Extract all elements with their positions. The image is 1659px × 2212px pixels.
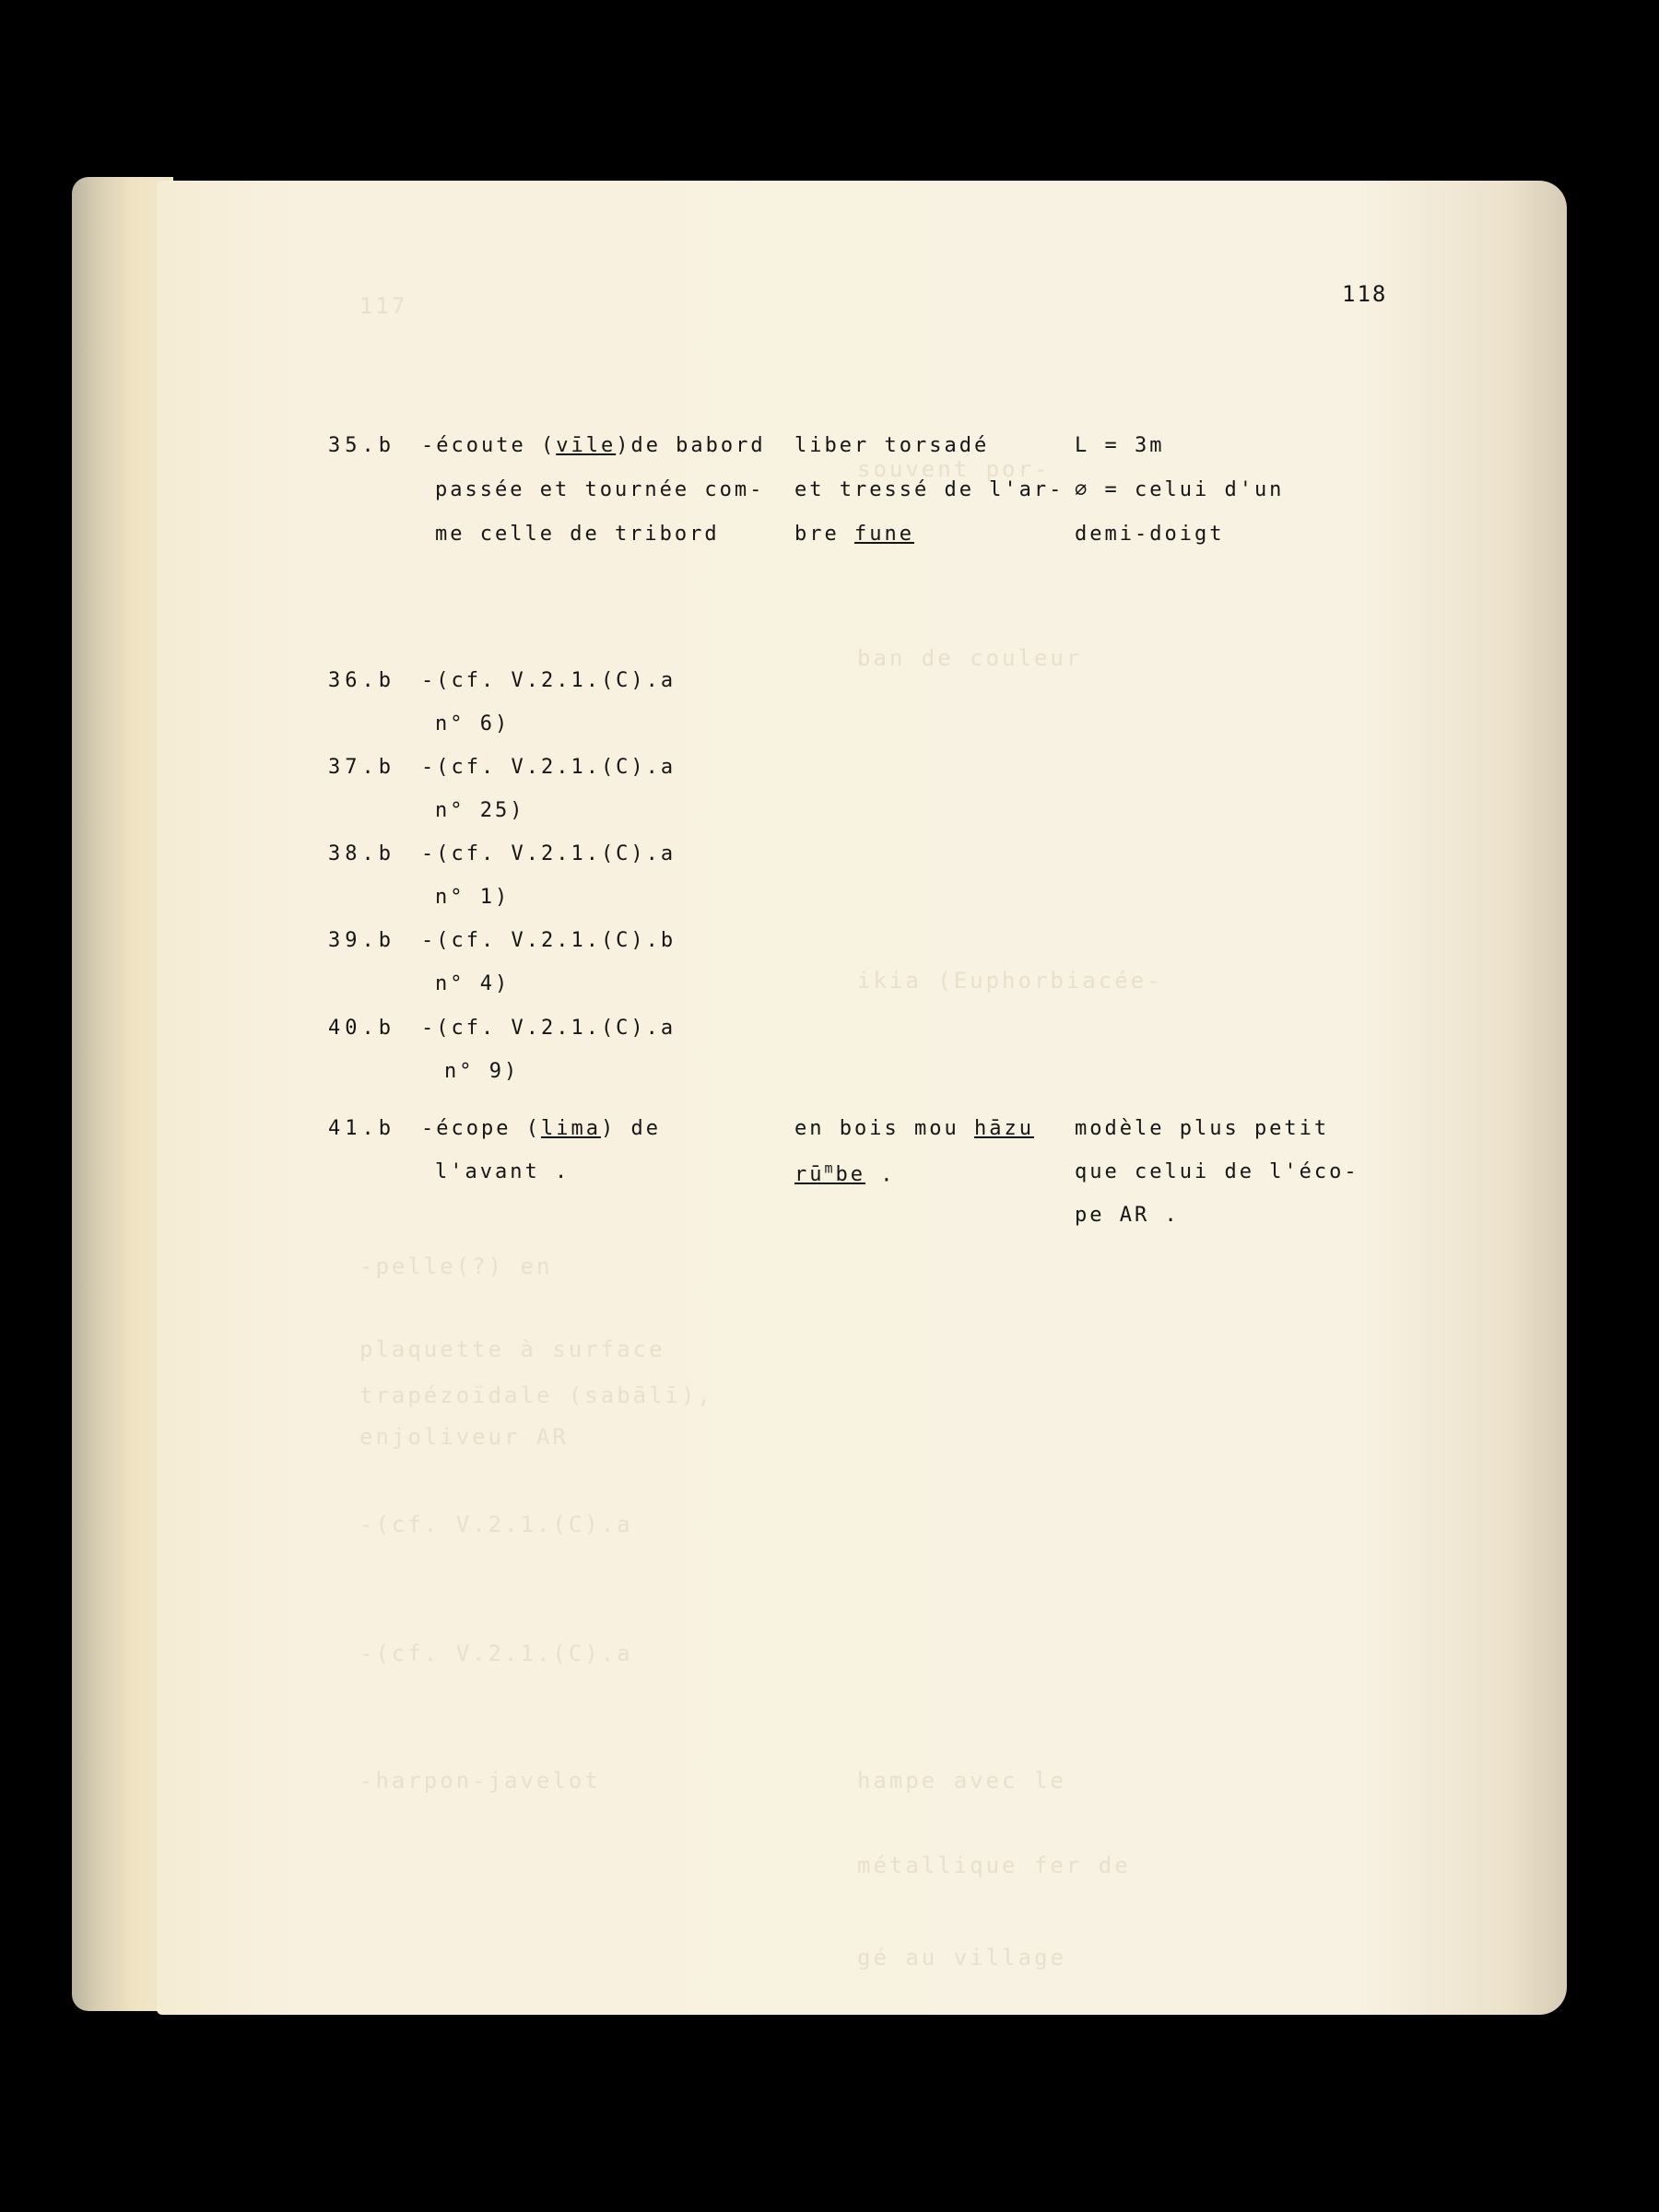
- bleed-through-text: ban de couleur: [857, 645, 1083, 671]
- page-number: 118: [1342, 281, 1388, 307]
- entry-notes: demi-doigt: [1075, 523, 1225, 546]
- entry-number: 40.b: [328, 1017, 395, 1040]
- entry-number: 35.b: [328, 434, 395, 457]
- bleed-through-text: souvent por-: [857, 456, 1051, 482]
- bleed-through-text: ikia (Euphorbiacée-: [857, 968, 1163, 994]
- bleed-through-text: trapézoïdale (sabālī),: [359, 1382, 713, 1408]
- entry-description: l'avant .: [435, 1160, 571, 1183]
- entry-description: n° 4): [435, 972, 511, 995]
- entry-description: -écope (lima) de: [421, 1117, 661, 1140]
- entry-description: n° 6): [435, 712, 511, 735]
- entry-material: bre fune: [794, 523, 914, 546]
- bleed-through-text: 117: [359, 293, 408, 319]
- entry-material: et tressé de l'ar-: [794, 478, 1065, 501]
- bleed-through-text: hampe avec le: [857, 1768, 1066, 1794]
- entry-notes: pe AR .: [1075, 1204, 1180, 1227]
- entry-description: -(cf. V.2.1.(C).a: [421, 756, 677, 779]
- entry-material: en bois mou hāzu: [794, 1117, 1034, 1140]
- bleed-through-text: métallique fer de: [857, 1853, 1131, 1878]
- entry-number: 41.b: [328, 1117, 395, 1140]
- entry-number: 36.b: [328, 669, 395, 692]
- entry-number: 37.b: [328, 756, 395, 779]
- bleed-through-text: gé au village: [857, 1945, 1066, 1971]
- entry-notes: modèle plus petit: [1075, 1117, 1330, 1140]
- entry-material: $rū^mbe$ .: [794, 1160, 896, 1187]
- bleed-through-text: enjoliveur AR: [359, 1424, 569, 1450]
- entry-number: 39.b: [328, 929, 395, 952]
- bleed-through-text: -pelle(?) en: [359, 1253, 553, 1279]
- entry-number: 38.b: [328, 842, 395, 865]
- entry-notes: L = 3m: [1075, 434, 1165, 457]
- entry-description: -(cf. V.2.1.(C).a: [421, 669, 677, 692]
- bleed-through-text: -harpon-javelot: [359, 1768, 601, 1794]
- entry-description: -(cf. V.2.1.(C).a: [421, 842, 677, 865]
- entry-description: -écoute (vīle)de babord: [421, 434, 766, 457]
- entry-notes: que celui de l'éco-: [1075, 1160, 1359, 1183]
- bleed-through-text: plaquette à surface: [359, 1336, 665, 1362]
- entry-description: n° 25): [435, 799, 525, 822]
- entry-description: -(cf. V.2.1.(C).b: [421, 929, 677, 952]
- entry-description: n° 9): [444, 1060, 520, 1083]
- entry-description: -(cf. V.2.1.(C).a: [421, 1017, 677, 1040]
- entry-material: liber torsadé: [794, 434, 990, 457]
- bleed-through-text: -(cf. V.2.1.(C).a: [359, 1512, 633, 1537]
- bleed-through-text: -(cf. V.2.1.(C).a: [359, 1641, 633, 1666]
- entry-description: passée et tournée com-: [435, 478, 765, 501]
- entry-description: n° 1): [435, 886, 511, 909]
- entry-notes: ∅ = celui d'un: [1075, 478, 1285, 501]
- entry-description: me celle de tribord: [435, 523, 720, 546]
